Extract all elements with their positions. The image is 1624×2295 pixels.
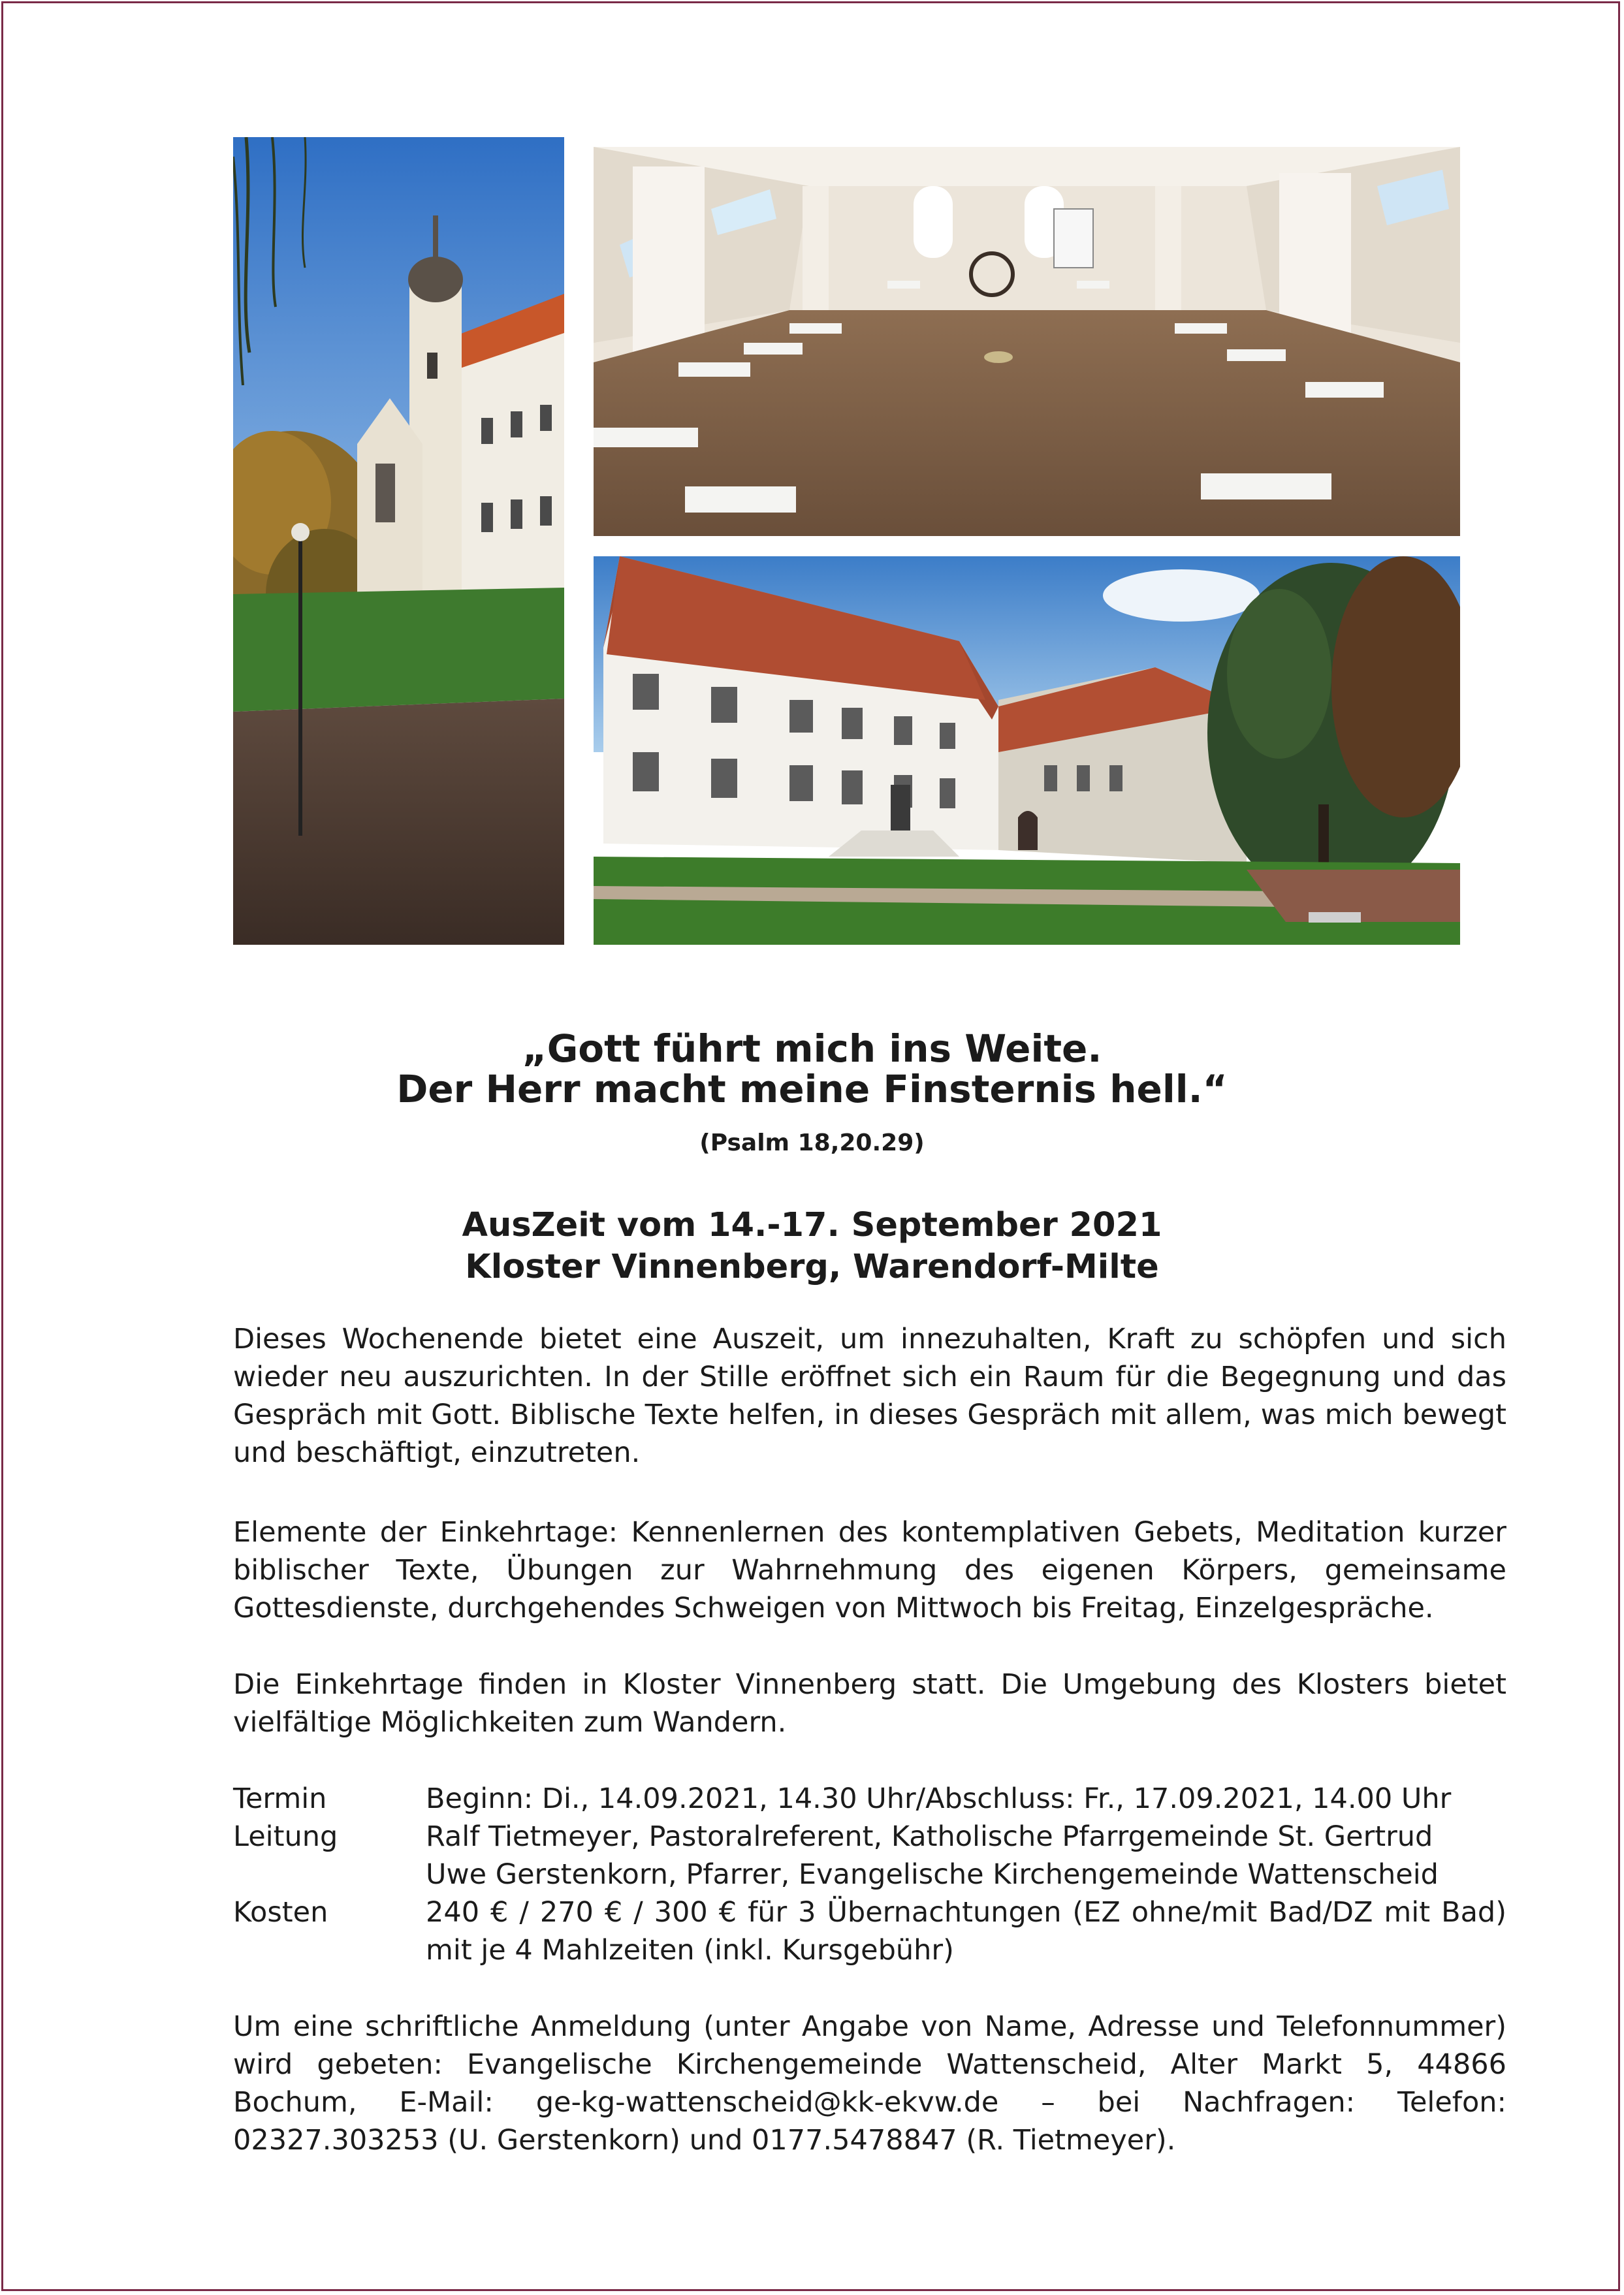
- paragraph-elements: Elemente der Einkehrtage: Kennenlernen des kontemplativen Gebets, Meditation kurzer biblischer Texte, Übungen zur Wahrnehmung des eigenen Körpers, gemeinsame Gottesdienste, durchgehendes Schweigen von Mittwoch bis Freitag, Einzelgespräche.: [233, 1516, 1506, 1624]
- church-photo: [233, 137, 564, 945]
- details-row-leitung: [233, 1818, 1506, 1893]
- bible-quote: [0, 1028, 1624, 1109]
- details-row-kosten: [233, 1893, 1506, 1969]
- leitung-value-2: Uwe Gerstenkorn, Pfarrer, Evangelische Kirchengemeinde Wattenscheid: [426, 1858, 1439, 1891]
- leitung-value-1: Ralf Tietmeyer, Pastoralreferent, Katholische Pfarrgemeinde St. Gertrud: [426, 1820, 1433, 1853]
- event-location: Kloster Vinnenberg, Warendorf-Milte: [465, 1248, 1159, 1286]
- termin-label: Termin: [233, 1782, 327, 1815]
- kosten-label: Kosten: [233, 1896, 328, 1929]
- leitung-label: Leitung: [233, 1820, 338, 1853]
- paragraph-registration: Um eine schriftliche Anmeldung (unter Angabe von Name, Adresse und Telefonnummer) wird gebeten: Evangelische Kirchengemeinde Wattenscheid, Alter Markt 5, 44866 Bochum, E-Mail: ge-kg-wattenscheid@kk-ekvw.de – bei Nachfragen: Telefon: 02327.303253 (U. Gerstenkorn) und 0177.5478847 (R. Tietmeyer).: [233, 2010, 1506, 2157]
- paragraph-intro: Dieses Wochenende bietet eine Auszeit, um innezuhalten, Kraft zu schöpfen und sich wieder neu auszurichten. In der Stille eröffnet sich ein Raum für die Begegnung und das Gespräch mit Gott. Biblische Texte helfen, in dieses Gespräch mit allem, was mich bewegt und beschäftigt, einzutreten.: [233, 1323, 1506, 1469]
- event-heading: [0, 1205, 1624, 1288]
- quote-line-1: „Gott führt mich ins Weite.: [522, 1026, 1102, 1071]
- details-table: [233, 1780, 1506, 1969]
- event-title: AusZeit vom 14.-17. September 2021: [462, 1206, 1162, 1244]
- quote-line-2: Der Herr macht meine Finsternis hell.“: [396, 1067, 1228, 1111]
- paragraph-location: Die Einkehrtage finden in Kloster Vinnenberg statt. Die Umgebung des Klosters bietet vielfältige Möglichkeiten zum Wandern.: [233, 1668, 1506, 1739]
- kosten-value: 240 € / 270 € / 300 € für 3 Übernachtungen (EZ ohne/mit Bad/DZ mit Bad) mit je 4 Mahlzeiten (inkl. Kursgebühr): [426, 1896, 1506, 1967]
- details-row-termin: [233, 1780, 1506, 1818]
- meeting-room-photo: [594, 147, 1460, 536]
- leitung-value: [426, 1818, 1506, 1893]
- monastery-courtyard-photo: [594, 556, 1460, 945]
- termin-value: Beginn: Di., 14.09.2021, 14.30 Uhr/Abschluss: Fr., 17.09.2021, 14.00 Uhr: [426, 1782, 1452, 1815]
- quote-reference: (Psalm 18,20.29): [699, 1130, 925, 1156]
